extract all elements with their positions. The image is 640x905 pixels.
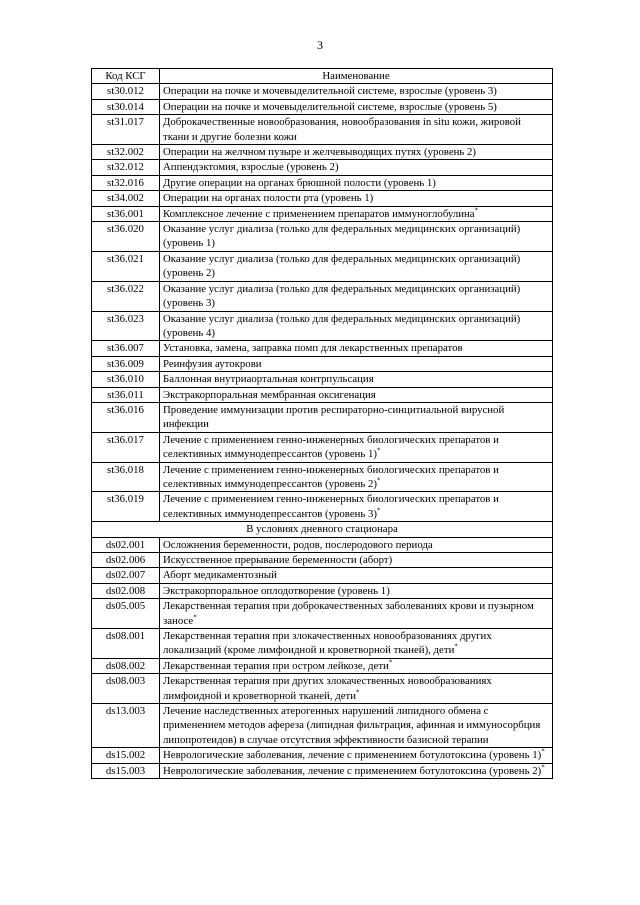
table-row <box>92 311 553 341</box>
ksg-name-cell <box>160 432 553 462</box>
ksg-code-cell: st36.001 <box>92 206 160 221</box>
header-code: Код КСГ <box>92 69 160 84</box>
table-row <box>92 99 553 114</box>
ksg-name-text: Неврологические заболевания, лечение с применением ботулотоксина (уровень 2) <box>163 764 542 777</box>
table-row <box>92 84 553 99</box>
ksg-name-text: Установка, замена, заправка помп для лекарственных препаратов <box>163 342 463 355</box>
ksg-name-cell <box>160 160 553 175</box>
table-row <box>92 251 553 281</box>
ksg-code-cell: st36.020 <box>92 222 160 252</box>
footnote-asterisk: * <box>454 642 458 651</box>
page-number: 3 <box>317 38 323 52</box>
footnote-asterisk: * <box>193 613 197 622</box>
ksg-name-text: Лечение с применением генно-инженерных биологических препаратов и селективных иммунодепрессантов (уровень 3) <box>163 493 499 520</box>
ksg-name-cell <box>160 356 553 371</box>
table-row <box>92 492 553 522</box>
ksg-code-cell: st32.016 <box>92 175 160 190</box>
footnote-asterisk: * <box>541 763 545 772</box>
header-name: Наименование <box>160 69 553 84</box>
ksg-name-cell <box>160 568 553 583</box>
ksg-name-cell <box>160 84 553 99</box>
ksg-name-cell <box>160 115 553 145</box>
ksg-name-text: Лекарственная терапия при злокачественных новообразованиях других локализаций (кроме лимфоидной и кроветворной тканей), дети <box>163 630 492 657</box>
ksg-name-text: Искусственное прерывание беременности (аборт) <box>163 554 393 566</box>
header-row <box>92 69 553 84</box>
table-row <box>92 674 553 704</box>
table-row <box>92 537 553 552</box>
ksg-code-cell: st36.022 <box>92 281 160 311</box>
ksg-code-cell: st36.007 <box>92 341 160 356</box>
ksg-code-cell: st32.002 <box>92 145 160 160</box>
ksg-name-cell <box>160 251 553 281</box>
ksg-code-cell: st36.021 <box>92 251 160 281</box>
ksg-name-cell <box>160 311 553 341</box>
section-row <box>92 522 553 537</box>
ksg-code-cell: st36.019 <box>92 492 160 522</box>
ksg-name-cell <box>160 372 553 387</box>
ksg-name-text: Комплексное лечение с применением препаратов иммуноглобулина <box>163 207 475 220</box>
ksg-name-text: Реинфузия аутокрови <box>163 357 262 370</box>
ksg-name-text: Другие операции на органах брюшной полости (уровень 1) <box>163 176 436 189</box>
table-row <box>92 222 553 252</box>
section-title: В условиях дневного стационара <box>92 522 553 537</box>
ksg-name-cell <box>160 553 553 568</box>
ksg-name-text: Оказание услуг диализа (только для федеральных медицинских организаций) (уровень 1) <box>163 223 521 250</box>
ksg-name-text: Оказание услуг диализа (только для федеральных медицинских организаций) (уровень 4) <box>163 312 521 339</box>
table-row <box>92 432 553 462</box>
ksg-code-cell: ds02.008 <box>92 583 160 598</box>
table-row <box>92 704 553 748</box>
table-row <box>92 462 553 492</box>
ksg-name-text: Лекарственная терапия при доброкачественных заболеваниях крови и пузырном заносе <box>163 600 534 627</box>
ksg-name-cell <box>160 763 553 778</box>
table-row <box>92 372 553 387</box>
ksg-name-cell <box>160 145 553 160</box>
table-row <box>92 387 553 402</box>
ksg-name-text: Лекарственная терапия при остром лейкозе, дети <box>163 659 389 672</box>
ksg-code-cell: st36.016 <box>92 402 160 432</box>
ksg-name-text: Операции на почке и мочевыделительной системе, взрослые (уровень 3) <box>163 85 497 98</box>
ksg-code-cell: st31.017 <box>92 115 160 145</box>
ksg-name-text: Аппендэктомия, взрослые (уровень 2) <box>163 161 339 174</box>
ksg-name-text: Экстракорпоральное оплодотворение (уровень 1) <box>163 584 390 597</box>
ksg-name-cell <box>160 537 553 552</box>
ksg-name-text: Оказание услуг диализа (только для федеральных медицинских организаций) (уровень 3) <box>163 282 521 310</box>
ksg-name-cell <box>160 629 553 659</box>
ksg-name-cell <box>160 191 553 206</box>
table-row <box>92 175 553 190</box>
ksg-name-cell <box>160 599 553 629</box>
table-row <box>92 145 553 160</box>
ksg-code-cell: st34.002 <box>92 191 160 206</box>
ksg-name-text: Операции на органах полости рта (уровень 1) <box>163 192 374 205</box>
ksg-name-text: Операции на почке и мочевыделительной системе, взрослые (уровень 5) <box>163 100 497 113</box>
ksg-name-text: Оказание услуг диализа (только для федеральных медицинских организаций) (уровень 2) <box>163 252 521 280</box>
ksg-code-cell: st30.012 <box>92 84 160 99</box>
ksg-code-cell: ds13.003 <box>92 704 160 748</box>
ksg-code-cell: st30.014 <box>92 99 160 114</box>
ksg-name-text: Лечение с применением генно-инженерных биологических препаратов и селективных иммунодепрессантов (уровень 2) <box>163 463 499 490</box>
table-row <box>92 160 553 175</box>
table-row <box>92 568 553 583</box>
ksg-name-cell <box>160 222 553 252</box>
ksg-name-text: Экстракорпоральная мембранная оксигенация <box>163 388 376 401</box>
ksg-code-cell: ds02.001 <box>92 537 160 552</box>
table-row <box>92 553 553 568</box>
ksg-name-cell <box>160 658 553 673</box>
table-row <box>92 583 553 598</box>
table-row <box>92 191 553 206</box>
ksg-name-text: Баллонная внутриаортальная контрпульсация <box>163 373 374 386</box>
ksg-code-cell: st36.010 <box>92 372 160 387</box>
ksg-name-cell <box>160 99 553 114</box>
ksg-name-text: Проведение иммунизации против респираторно-синцитиальной вирусной инфекции <box>163 403 505 431</box>
ksg-code-cell: ds08.003 <box>92 674 160 704</box>
ksg-code-cell: ds02.006 <box>92 553 160 568</box>
ksg-code-cell: ds08.002 <box>92 658 160 673</box>
table-header <box>92 69 553 84</box>
ksg-name-text: Лечение наследственных атерогенных нарушений липидного обмена с применением методов афереза (липидная фильтрация, афинная и иммуносорбция липопротеидов) в случае отсутствия эффективности базисной терапии <box>163 705 541 746</box>
ksg-code-cell: st36.023 <box>92 311 160 341</box>
ksg-name-text: Аборт медикаментозный <box>163 569 277 582</box>
ksg-name-cell <box>160 402 553 432</box>
footnote-asterisk: * <box>388 658 393 667</box>
table-row <box>92 356 553 371</box>
ksg-code-cell: ds02.007 <box>92 568 160 583</box>
footnote-asterisk: * <box>377 506 381 515</box>
ksg-name-cell <box>160 583 553 598</box>
ksg-code-cell: st36.009 <box>92 356 160 371</box>
table-row <box>92 341 553 356</box>
ksg-name-cell <box>160 387 553 402</box>
ksg-name-cell <box>160 462 553 492</box>
table-row <box>92 748 553 763</box>
footnote-asterisk: * <box>377 446 381 455</box>
ksg-name-text: Операции на желчном пузыре и желчевыводящих путях (уровень 2) <box>163 146 477 159</box>
ksg-code-cell: st32.012 <box>92 160 160 175</box>
ksg-code-cell: st36.017 <box>92 432 160 462</box>
ksg-name-cell <box>160 341 553 356</box>
ksg-code-cell: ds05.005 <box>92 599 160 629</box>
table-row <box>92 599 553 629</box>
table-row <box>92 206 553 221</box>
ksg-name-cell <box>160 206 553 221</box>
footnote-asterisk: * <box>355 688 360 697</box>
ksg-name-text: Неврологические заболевания, лечение с применением ботулотоксина (уровень 1) <box>163 749 542 762</box>
ksg-name-cell <box>160 704 553 748</box>
ksg-code-cell: st36.011 <box>92 387 160 402</box>
ksg-name-cell <box>160 748 553 763</box>
table-row <box>92 115 553 145</box>
ksg-table <box>91 68 553 779</box>
ksg-code-cell: ds15.002 <box>92 748 160 763</box>
ksg-name-text: Осложнения беременности, родов, послеродового периода <box>163 538 433 551</box>
ksg-code-cell: ds15.003 <box>92 763 160 778</box>
footnote-asterisk: * <box>474 206 479 215</box>
table-row <box>92 658 553 673</box>
ksg-name-cell <box>160 674 553 704</box>
table-row <box>92 281 553 311</box>
ksg-name-text: Лечение с применением генно-инженерных биологических препаратов и селективных иммунодепрессантов (уровень 1) <box>163 433 499 461</box>
table-row <box>92 763 553 778</box>
table-row <box>92 402 553 432</box>
table-row <box>92 629 553 659</box>
footnote-asterisk: * <box>541 747 545 756</box>
ksg-code-cell: st36.018 <box>92 462 160 492</box>
ksg-name-text: Лекарственная терапия при других злокачественных новообразованиях лимфоидной и кроветворной тканей, дети <box>163 675 492 702</box>
ksg-name-cell <box>160 492 553 522</box>
footnote-asterisk: * <box>377 476 381 485</box>
ksg-name-text: Доброкачественные новообразования, новообразования in situ кожи, жировой ткани и другие болезни кожи <box>163 116 521 143</box>
ksg-name-cell <box>160 175 553 190</box>
table-body <box>92 84 553 779</box>
ksg-name-cell <box>160 281 553 311</box>
ksg-code-cell: ds08.001 <box>92 629 160 659</box>
